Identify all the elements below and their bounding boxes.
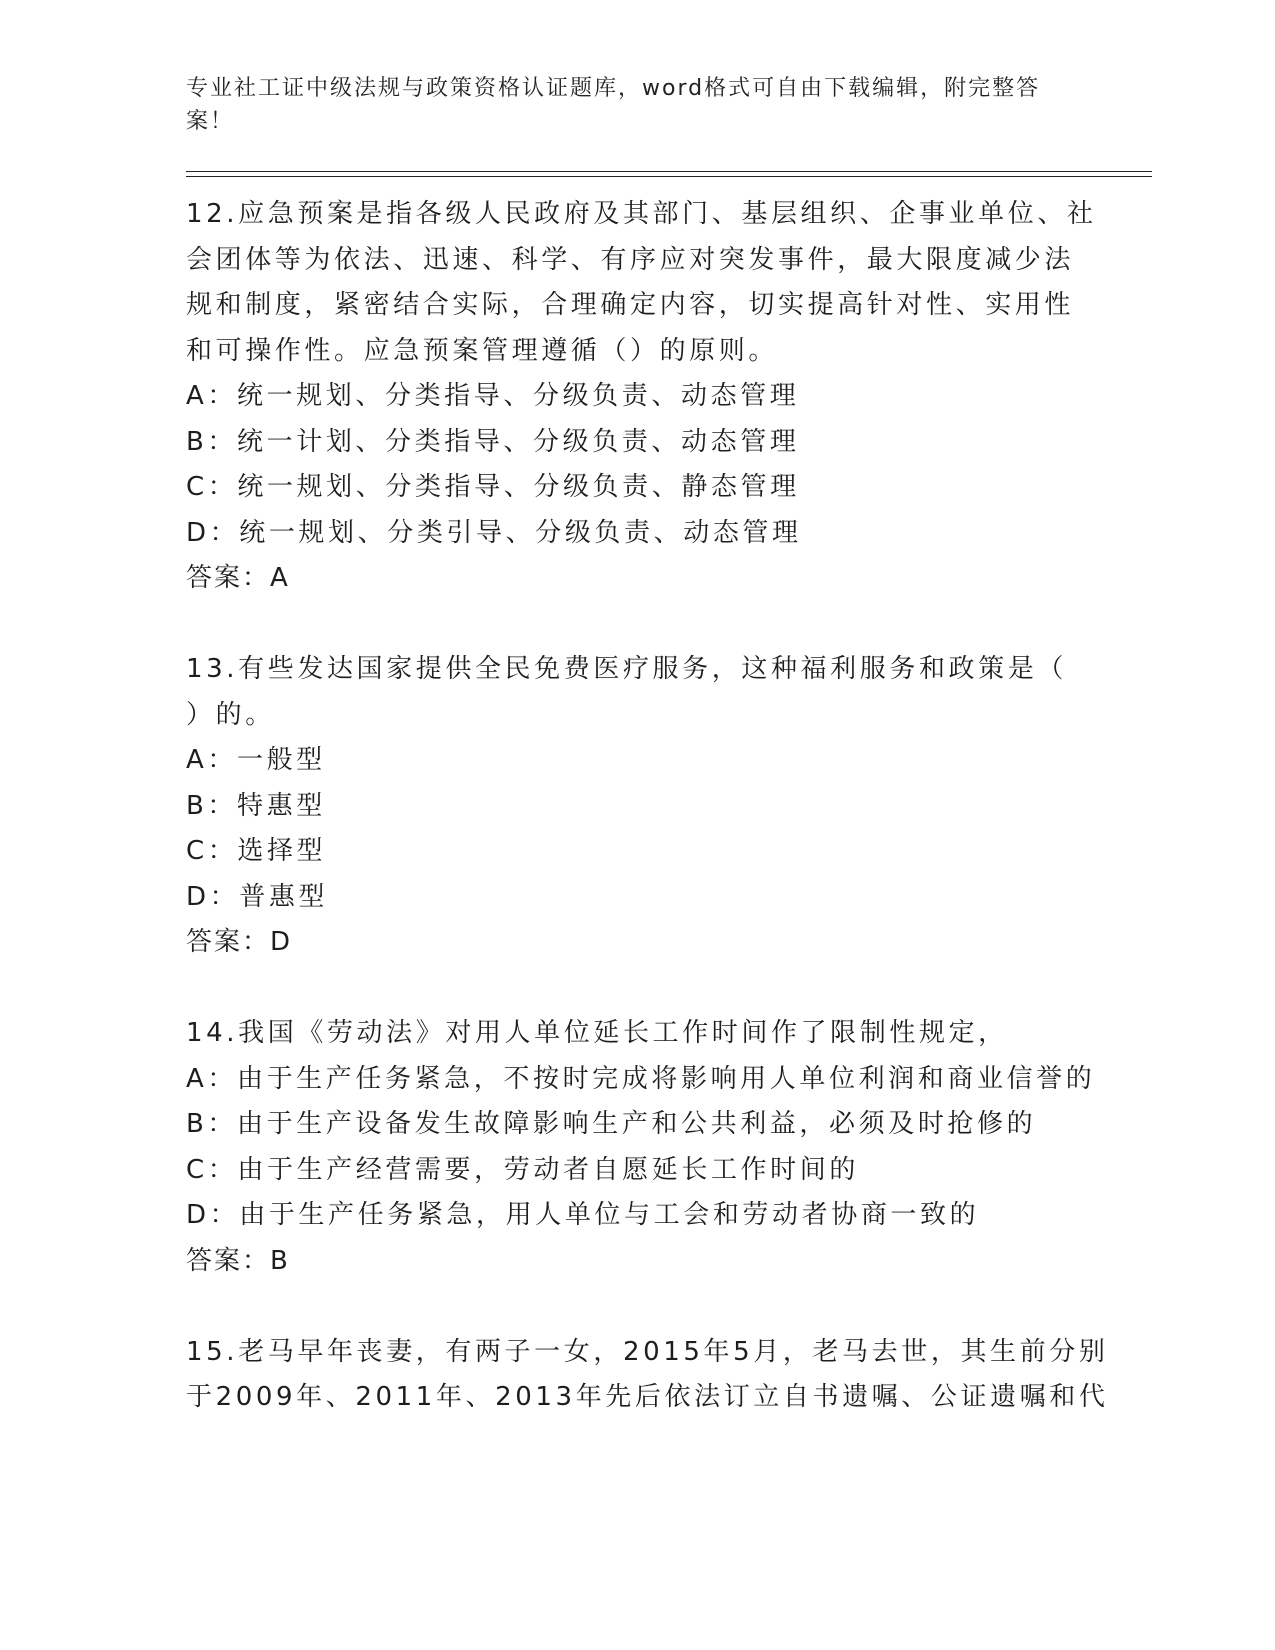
header-title-line-1: 专业社工证中级法规与政策资格认证题库，word格式可自由下载编辑，附完整答: [186, 76, 1041, 101]
option-a: A：由于生产任务紧急，不按时完成将影响用人单位利润和商业信誉的: [186, 1063, 1096, 1094]
question-gap: [186, 602, 1086, 648]
question-text-line: 13.有些发达国家提供全民免费医疗服务，这种福利服务和政策是（: [186, 654, 1067, 684]
question-13: [186, 647, 1086, 966]
question-text-line: 和可操作性。应急预案管理遵循（）的原则。: [186, 335, 779, 366]
header-rule-top: [186, 171, 1152, 172]
option-c: C：选择型: [186, 836, 327, 866]
answer-value: A: [270, 563, 290, 593]
option-d: D：普惠型: [186, 881, 329, 912]
question-text-line: 14.我国《劳动法》对用人单位延长工作时间作了限制性规定，: [186, 1018, 1008, 1048]
document-header: [186, 72, 1066, 138]
answer-label: 答案：: [186, 1245, 271, 1276]
question-list: [186, 192, 1109, 1421]
option-b: B：统一计划、分类指导、分级负责、动态管理: [186, 426, 800, 457]
option-d: D：由于生产任务紧急，用人单位与工会和劳动者协商一致的: [186, 1200, 980, 1230]
question-text-line: 规和制度，紧密结合实际，合理确定内容，切实提高针对性、实用性: [186, 290, 1075, 320]
question-12: [186, 192, 1097, 602]
answer-label: 答案：: [186, 563, 271, 593]
answer-line: [186, 920, 1086, 966]
question-text-line: ）的。: [186, 699, 275, 730]
option-c: C：由于生产经营需要，劳动者自愿延长工作时间的: [186, 1154, 859, 1185]
option-c: C：统一规划、分类指导、分级负责、静态管理: [186, 472, 800, 502]
answer-value: B: [270, 1245, 290, 1276]
question-15: [186, 1330, 1109, 1421]
option-a: A：统一规划、分类指导、分级负责、动态管理: [186, 381, 800, 411]
option-b: B：特惠型: [186, 790, 326, 821]
header-rule-bottom: [186, 176, 1152, 177]
answer-label: 答案：: [186, 927, 271, 957]
answer-value: D: [270, 927, 293, 957]
question-text-line: 于2009年、2011年、2013年先后依法订立自书遗嘱、公证遗嘱和代: [186, 1382, 1109, 1412]
question-text-line: 会团体等为依法、迅速、科学、有序应对突发事件，最大限度减少法: [186, 244, 1075, 275]
option-a: A：一般型: [186, 745, 326, 775]
question-gap: [186, 966, 1086, 1012]
answer-line: [186, 556, 1086, 602]
header-title-line-2: 案！: [186, 109, 235, 134]
option-d: D：统一规划、分类引导、分级负责、动态管理: [186, 517, 802, 548]
answer-line: [186, 1239, 1086, 1285]
question-gap: [186, 1284, 1086, 1330]
question-14: [186, 1011, 1096, 1284]
question-text-line: 15.老马早年丧妻，有两子一女，2015年5月，老马去世，其生前分别: [186, 1336, 1109, 1367]
question-text-line: 12.应急预案是指各级人民政府及其部门、基层组织、企事业单位、社: [186, 199, 1097, 229]
option-b: B：由于生产设备发生故障影响生产和公共利益，必须及时抢修的: [186, 1109, 1037, 1139]
